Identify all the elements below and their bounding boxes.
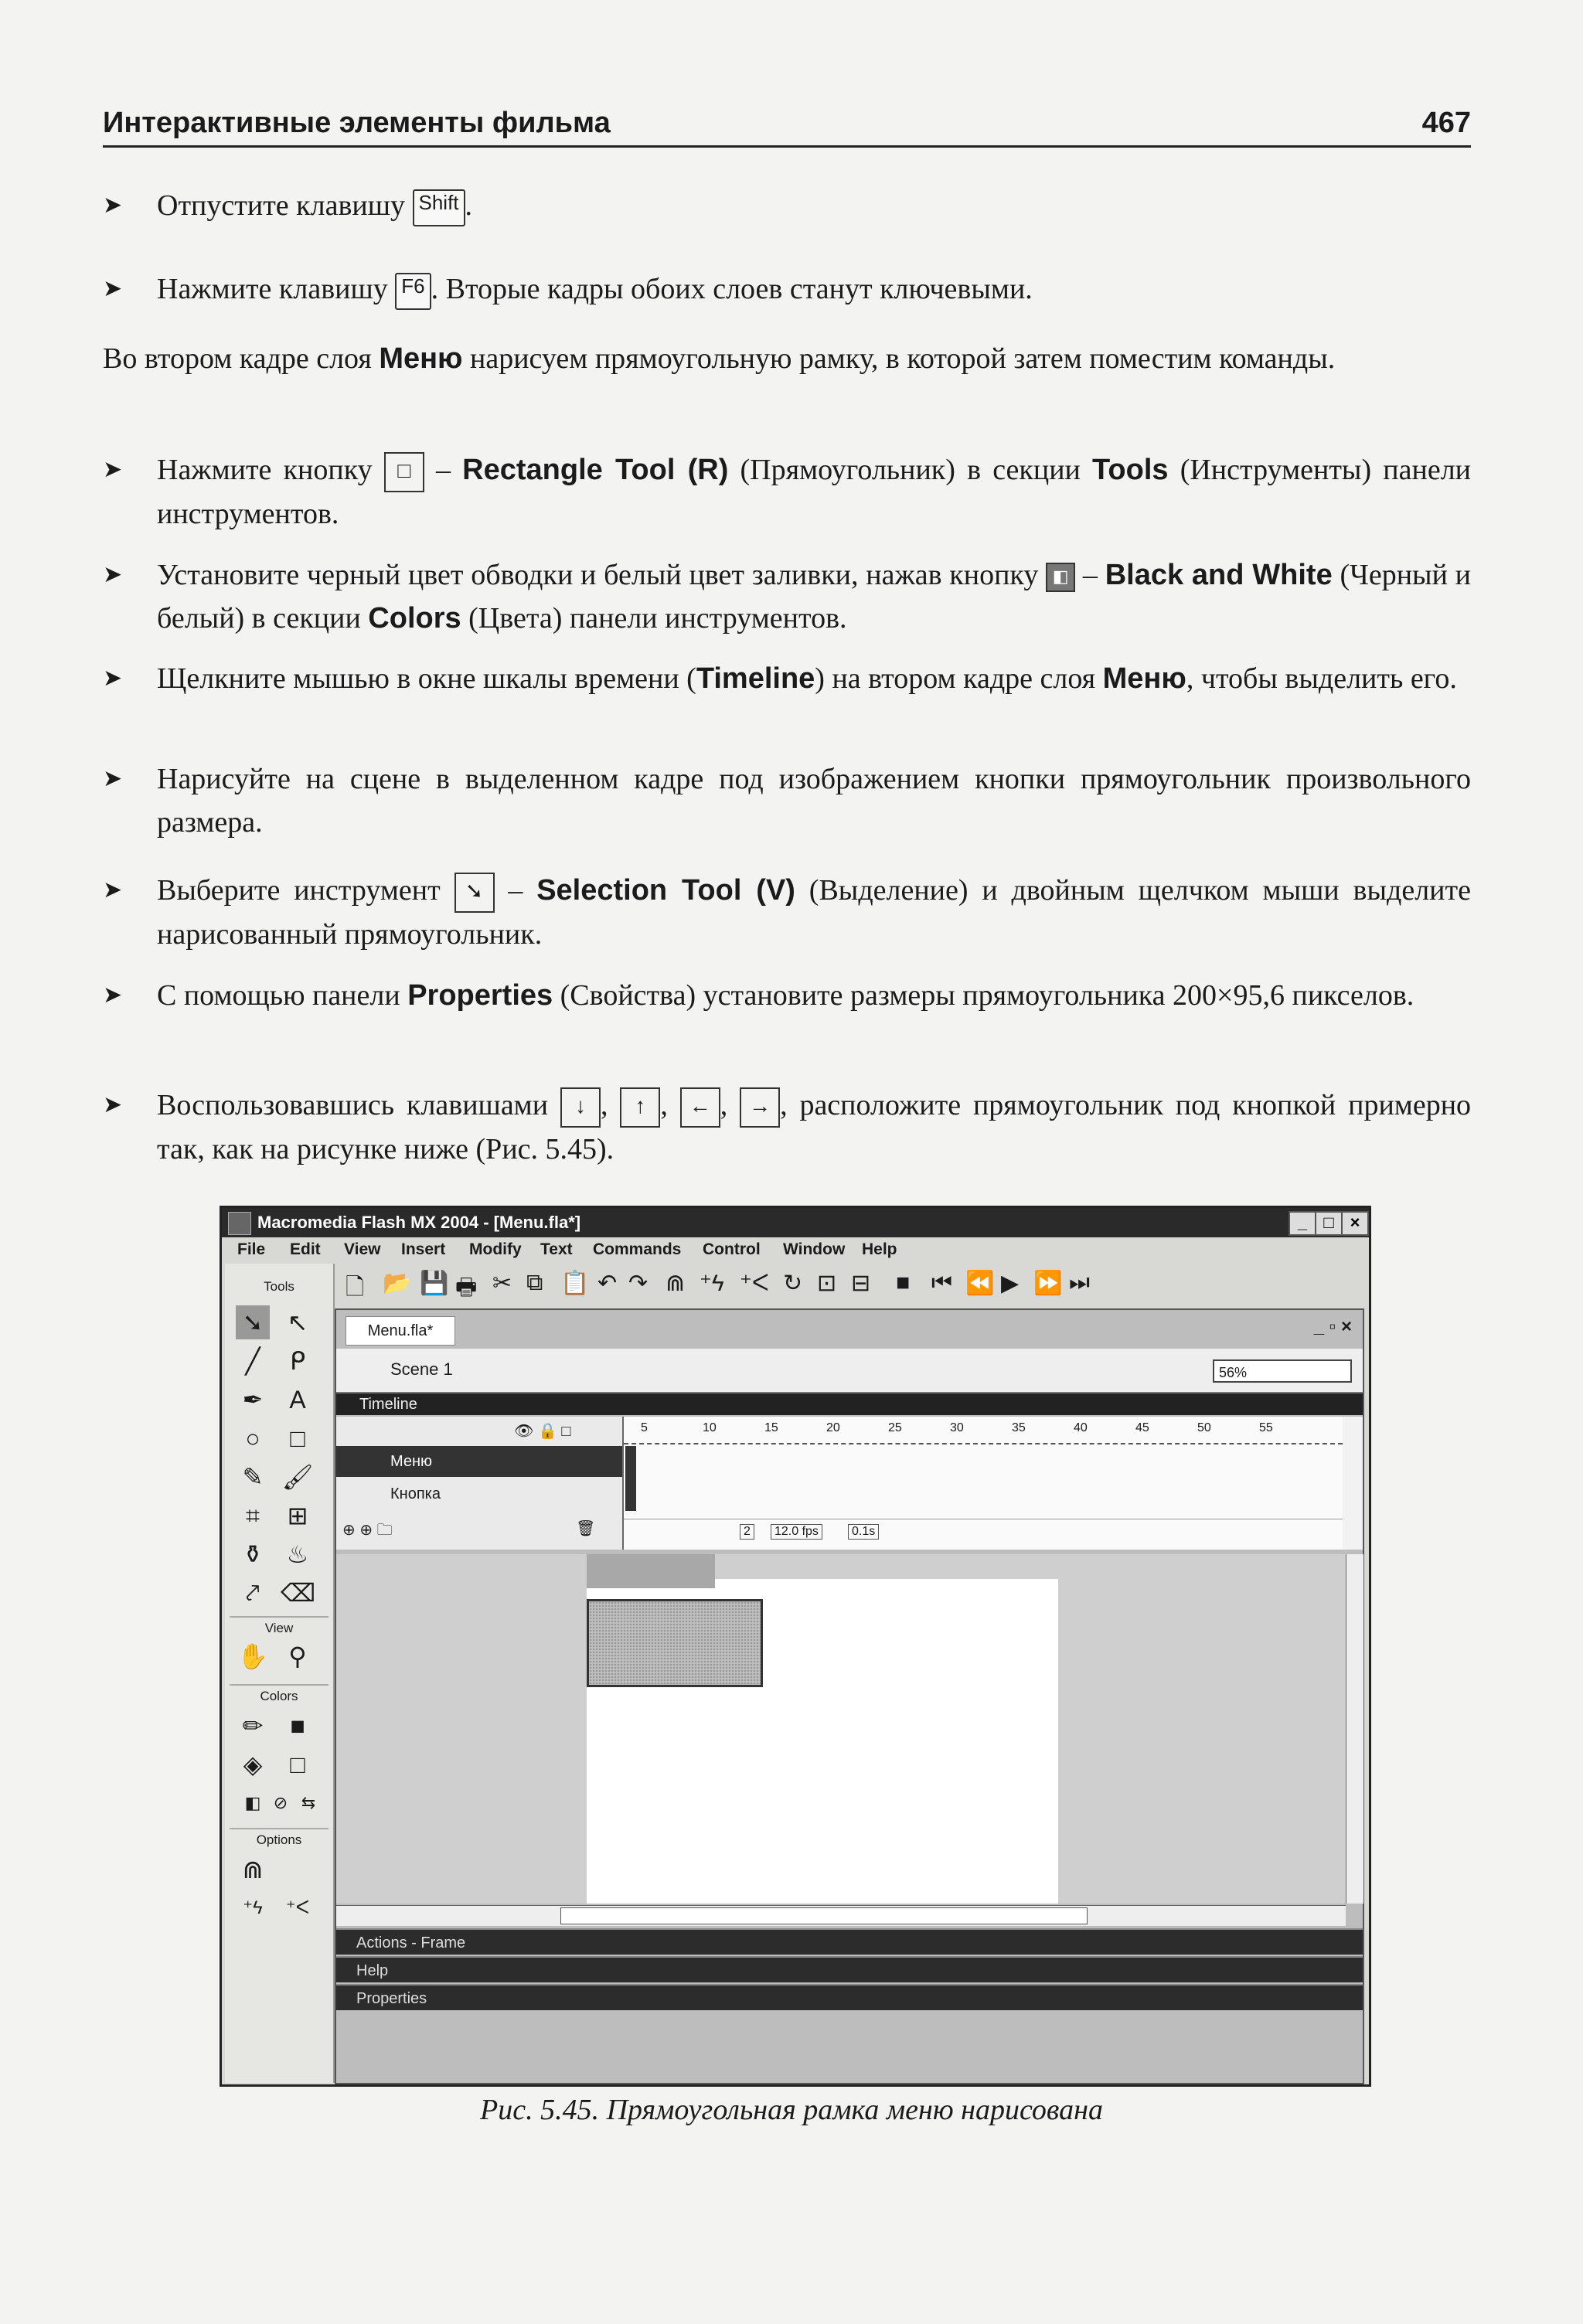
- eraser-tool-icon[interactable]: ⌫: [281, 1579, 316, 1607]
- frame-ruler: [624, 1420, 1343, 1444]
- shift-key: Shift: [413, 189, 465, 226]
- pen-tool-icon[interactable]: ✒: [242, 1386, 264, 1414]
- window-titlebar: [222, 1208, 1369, 1237]
- scale-icon[interactable]: ⊡: [817, 1271, 837, 1296]
- undo-icon[interactable]: ↶: [597, 1271, 618, 1296]
- bold-text: Selection Tool (V): [536, 874, 795, 907]
- menu-rectangle[interactable]: [587, 1599, 763, 1687]
- main-toolbar: [338, 1264, 1366, 1307]
- straighten-icon[interactable]: ⁺ᐸ: [285, 1897, 310, 1918]
- arrow-right-key-icon: →: [740, 1087, 780, 1128]
- horizontal-scrollbar[interactable]: [336, 1905, 1346, 1926]
- text: ) на втором кадре слоя: [815, 662, 1103, 695]
- layer-list: [336, 1417, 624, 1550]
- new-icon[interactable]: 🗋: [346, 1274, 365, 1300]
- subselect-tool-icon[interactable]: ↖: [287, 1308, 308, 1336]
- ruler-tick: 20: [826, 1421, 840, 1434]
- oval-tool-icon[interactable]: ○: [245, 1424, 260, 1452]
- ruler-tick: 10: [703, 1421, 717, 1434]
- menu-commands[interactable]: Commands: [593, 1240, 682, 1258]
- lasso-tool-icon[interactable]: ᑭ: [289, 1347, 306, 1375]
- bold-text: Black and White: [1105, 559, 1333, 591]
- rectangle-tool-icon[interactable]: □: [290, 1424, 305, 1452]
- elapsed-time: 0.1s: [848, 1524, 879, 1540]
- stroke-color-icon[interactable]: ✏: [242, 1712, 264, 1740]
- bullet-arrow-icon: ➤: [103, 457, 123, 482]
- paragraph-1: [103, 337, 1471, 380]
- document-tab[interactable]: Menu.fla*: [346, 1316, 455, 1346]
- zoom-tool-icon[interactable]: ⚲: [288, 1642, 307, 1670]
- tools-divider: [230, 1616, 329, 1618]
- ruler-tick: 25: [888, 1421, 902, 1434]
- layer-button[interactable]: Кнопка: [390, 1485, 441, 1502]
- running-header: [103, 107, 1471, 148]
- text: Щелкните мышью в окне шкалы времени (: [157, 662, 696, 695]
- menu-edit[interactable]: Edit: [290, 1240, 321, 1258]
- timeline-header[interactable]: Timeline: [336, 1393, 1363, 1415]
- timeline-status: [624, 1519, 1343, 1547]
- page-number: 467: [1421, 107, 1471, 139]
- hand-tool-icon[interactable]: ✋: [237, 1642, 268, 1670]
- no-color-icon[interactable]: ⊘: [273, 1793, 288, 1812]
- bold-text: Меню: [379, 342, 463, 375]
- text: Установите черный цвет обводки и белый цвет заливки, нажав кнопку: [157, 559, 1039, 591]
- text: –: [1075, 559, 1105, 591]
- frames-area[interactable]: [624, 1417, 1343, 1550]
- header-title: Интерактивные элементы фильма: [103, 107, 611, 139]
- document-window-controls-icon[interactable]: _ ▫ ×: [1313, 1316, 1352, 1337]
- text: Во втором кадре слоя: [103, 342, 380, 375]
- layer-actions-icon[interactable]: ⊕ ⊕ 🗀: [342, 1522, 393, 1539]
- text: (Прямоугольник) в секции: [728, 454, 1093, 486]
- text: (Цвета) панели инструментов.: [461, 602, 847, 635]
- go-to-end-icon[interactable]: ⏭: [1069, 1270, 1090, 1295]
- bullet-arrow-icon: ➤: [103, 877, 123, 903]
- save-icon[interactable]: 💾: [420, 1271, 449, 1296]
- panel-actions[interactable]: Actions - Frame: [336, 1928, 1363, 1955]
- swap-colors-icon[interactable]: ⇆: [301, 1793, 316, 1812]
- step-back-icon[interactable]: ⏪: [965, 1271, 995, 1296]
- view-divider: [230, 1684, 329, 1686]
- snap-magnet-icon[interactable]: ⋒: [242, 1856, 264, 1883]
- paste-icon[interactable]: 📋: [560, 1271, 590, 1296]
- arrow-tool-icon[interactable]: ➘: [236, 1305, 270, 1339]
- button-shape[interactable]: [587, 1554, 715, 1588]
- fill-swatch-icon[interactable]: □: [290, 1751, 305, 1778]
- bold-text: Tools: [1092, 454, 1169, 486]
- bold-text: Colors: [368, 602, 461, 635]
- menu-control[interactable]: Control: [703, 1240, 761, 1258]
- close-icon[interactable]: ×: [1341, 1211, 1369, 1236]
- text: , расположите прямоугольник под кнопкой примерно так, как на рисунке ниже (Рис. 5.45).: [157, 1089, 1472, 1166]
- play-icon[interactable]: ▶: [1001, 1271, 1020, 1296]
- scroll-thumb[interactable]: [560, 1907, 1088, 1924]
- frame-rate: 12.0 fps: [771, 1524, 822, 1540]
- ink-bottle-tool-icon[interactable]: ⚱: [242, 1540, 264, 1568]
- smooth-icon[interactable]: ⁺ϟ: [243, 1897, 263, 1918]
- scene-label[interactable]: Scene 1: [390, 1359, 453, 1379]
- ruler-tick: 55: [1259, 1421, 1273, 1434]
- document-window: [335, 1308, 1364, 2084]
- straighten-toolbar-icon[interactable]: ⁺ᐸ: [740, 1271, 769, 1296]
- text: нарисуем прямоугольную рамку, в которой затем поместим команды.: [462, 342, 1336, 375]
- menu-modify[interactable]: Modify: [469, 1240, 522, 1258]
- edit-bar: [336, 1349, 1363, 1393]
- stage-area[interactable]: [336, 1554, 1346, 1904]
- transform-tool-icon[interactable]: ⌗: [245, 1502, 260, 1529]
- ruler-tick: 35: [1012, 1421, 1026, 1434]
- maximize-icon[interactable]: □: [1315, 1211, 1343, 1236]
- bullet-text: Отпустите клавишу: [157, 189, 405, 222]
- bullet-arrow-icon: ➤: [103, 276, 123, 301]
- bold-text: Properties: [407, 979, 553, 1012]
- arrow-up-key-icon: ↑: [620, 1087, 660, 1128]
- text: (Инструменты) панели инструментов.: [157, 454, 1471, 531]
- trash-icon[interactable]: 🗑: [576, 1520, 596, 1537]
- text: (Черный и белый) в секции: [157, 559, 1472, 635]
- ruler-tick: 15: [764, 1421, 778, 1434]
- rectangle-tool-icon: □: [384, 452, 424, 492]
- text: С помощью панели: [157, 979, 408, 1012]
- ruler-tick: 50: [1197, 1421, 1211, 1434]
- text-tool-icon[interactable]: A: [289, 1386, 306, 1414]
- view-label: View: [264, 1621, 294, 1635]
- bullet-end: . Вторые кадры обоих слоев станут ключевыми.: [431, 273, 1033, 305]
- cut-icon[interactable]: ✂: [492, 1271, 512, 1296]
- text: Нажмите кнопку: [157, 454, 373, 486]
- minimize-icon[interactable]: _: [1289, 1211, 1316, 1236]
- ruler-tick: 5: [641, 1421, 648, 1434]
- smooth-toolbar-icon[interactable]: ⁺ϟ: [700, 1271, 724, 1296]
- tools-panel: [225, 1264, 335, 2083]
- align-icon[interactable]: ⊟: [851, 1271, 871, 1296]
- f6-key: F6: [395, 273, 431, 310]
- line-tool-icon[interactable]: ╱: [245, 1347, 260, 1375]
- zoom-select[interactable]: 56%: [1213, 1359, 1352, 1383]
- bullet-text: Нарисуйте на сцене в выделенном кадре под изображением кнопки прямоугольник произвольного размера.: [157, 763, 1471, 839]
- menu-bar: [222, 1237, 1369, 1262]
- bullet-arrow-icon: ➤: [103, 766, 123, 791]
- timeline-panel: [336, 1417, 1363, 1550]
- arrow-left-key-icon: ←: [680, 1087, 720, 1128]
- ruler-tick: 45: [1135, 1421, 1149, 1434]
- black-and-white-icon: ◧: [1046, 563, 1075, 592]
- eyedropper-tool-icon[interactable]: ⤤: [245, 1579, 260, 1607]
- current-frame: 2: [740, 1524, 754, 1540]
- copy-icon[interactable]: ⧉: [526, 1270, 543, 1295]
- menu-text[interactable]: Text: [540, 1240, 573, 1258]
- fill-color-icon[interactable]: ◈: [243, 1751, 263, 1778]
- text: –: [424, 454, 463, 486]
- panel-properties[interactable]: Properties: [336, 1984, 1363, 2010]
- bold-text: Rectangle Tool (R): [462, 454, 729, 486]
- bullet-arrow-icon: ➤: [103, 192, 123, 218]
- black-and-white-icon[interactable]: ◧: [244, 1793, 261, 1812]
- flash-screenshot: [220, 1206, 1371, 2087]
- menu-help[interactable]: Help: [862, 1240, 897, 1258]
- text: (Выделение) и двойным щелчком мыши выделите нарисованный прямоугольник.: [157, 874, 1471, 951]
- ruler-tick: 30: [950, 1421, 964, 1434]
- arrow-down-key-icon: ↓: [560, 1087, 601, 1128]
- bullet-arrow-icon: ➤: [103, 562, 123, 587]
- playhead[interactable]: [625, 1446, 636, 1511]
- text: Воспользовавшись клавишами: [157, 1089, 549, 1121]
- ruler-tick: 40: [1074, 1421, 1088, 1434]
- bullet-end: .: [465, 189, 473, 222]
- print-icon[interactable]: 🖶: [455, 1274, 478, 1300]
- tools-label: Tools: [264, 1279, 294, 1294]
- menu-view[interactable]: View: [344, 1240, 381, 1258]
- selection-tool-icon: ➘: [454, 873, 495, 913]
- stop-icon[interactable]: ■: [896, 1270, 911, 1295]
- layer-menu[interactable]: Меню: [336, 1446, 622, 1477]
- brush-tool-icon[interactable]: 🖌: [281, 1463, 314, 1491]
- options-label: Options: [256, 1832, 302, 1847]
- text: –: [494, 874, 537, 907]
- step-forward-icon[interactable]: ⏩: [1033, 1271, 1063, 1296]
- stroke-swatch-icon[interactable]: ■: [290, 1712, 305, 1740]
- bullet-arrow-icon: ➤: [103, 1092, 123, 1118]
- vertical-scrollbar[interactable]: [1346, 1554, 1363, 1904]
- bold-text: Меню: [1102, 662, 1186, 695]
- redo-icon[interactable]: ↷: [628, 1271, 649, 1296]
- text: (Свойства) установите размеры прямоугольника 200×95,6 пикселов.: [553, 979, 1414, 1012]
- rotate-icon[interactable]: ↻: [783, 1271, 803, 1296]
- menu-insert[interactable]: Insert: [401, 1240, 446, 1258]
- bullet-arrow-icon: ➤: [103, 665, 123, 691]
- colors-label: Colors: [260, 1689, 298, 1703]
- pencil-tool-icon[interactable]: ✎: [242, 1463, 264, 1491]
- open-icon[interactable]: 📂: [383, 1271, 412, 1296]
- menu-file[interactable]: File: [237, 1240, 266, 1258]
- bullet-text: Нажмите клавишу: [157, 273, 388, 305]
- rewind-icon[interactable]: ⏮: [931, 1270, 952, 1295]
- fill-transform-tool-icon[interactable]: ⊞: [287, 1502, 308, 1529]
- layer-toggles-icon[interactable]: 👁 🔒 □: [514, 1423, 571, 1440]
- colors-divider: [230, 1828, 329, 1829]
- paint-bucket-tool-icon[interactable]: ♨: [286, 1540, 309, 1568]
- menu-window[interactable]: Window: [783, 1240, 846, 1258]
- text: Выберите инструмент: [157, 874, 441, 907]
- figure-caption: Рис. 5.45. Прямоугольная рамка меню нарисована: [480, 2094, 1103, 2126]
- window-title: Macromedia Flash MX 2004 - [Menu.fla*]: [257, 1213, 581, 1232]
- bold-text: Timeline: [696, 662, 815, 695]
- bullet-arrow-icon: ➤: [103, 982, 123, 1008]
- snap-icon[interactable]: ⋒: [666, 1271, 686, 1296]
- panel-help[interactable]: Help: [336, 1956, 1363, 1982]
- flash-logo-icon: [228, 1212, 251, 1235]
- text: , чтобы выделить его.: [1186, 662, 1457, 695]
